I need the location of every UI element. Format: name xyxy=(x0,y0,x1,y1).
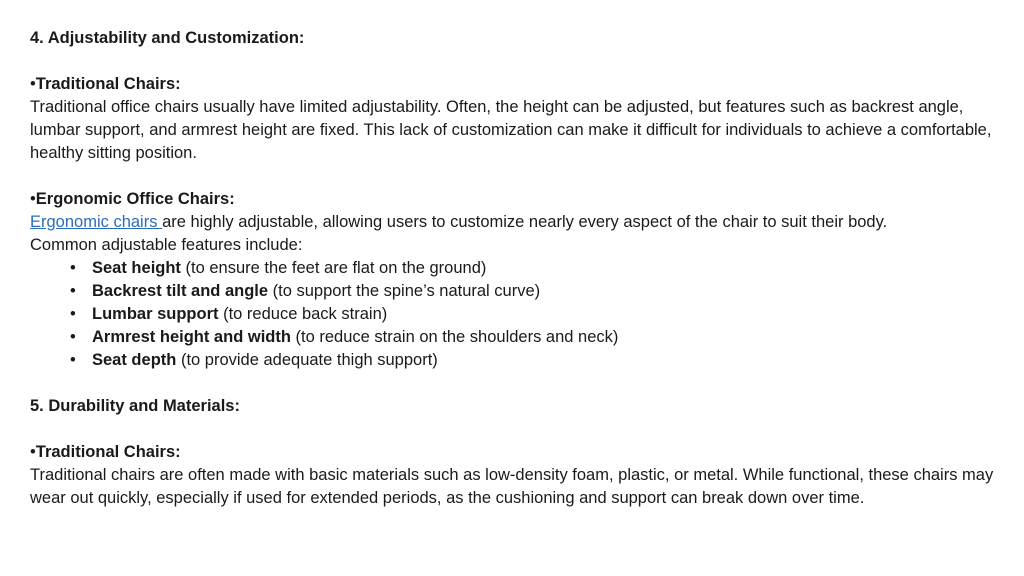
feature-description: (to support the spine’s natural curve) xyxy=(268,282,541,300)
list-item xyxy=(30,280,1000,303)
list-item xyxy=(30,303,1000,326)
list-item xyxy=(30,257,1000,280)
durability-paragraph: Traditional chairs are often made with basic materials such as low-density foam, plastic, or metal. While functional, these chairs may wear out quickly, especially if used for extended periods, as the cushioning and support can break down over time. xyxy=(30,466,994,507)
list-item xyxy=(30,349,1000,372)
bullet: • xyxy=(70,351,76,369)
feature-term: Armrest height and width xyxy=(92,328,291,346)
document-page xyxy=(30,27,1000,510)
bullet: • xyxy=(70,328,76,346)
section-4-heading: 4. Adjustability and Customization: xyxy=(30,29,305,47)
ergonomic-chairs-title: Ergonomic Office Chairs: xyxy=(35,190,235,208)
spacer xyxy=(30,418,1000,441)
feature-term: Seat height xyxy=(92,259,181,277)
feature-term: Lumbar support xyxy=(92,305,219,323)
spacer xyxy=(30,165,1000,188)
ergonomic-chairs-paragraph xyxy=(30,211,1000,234)
feature-term: Backrest tilt and angle xyxy=(92,282,269,300)
section-5-heading: 5. Durability and Materials: xyxy=(30,397,240,415)
list-item xyxy=(30,326,1000,349)
traditional-chairs-subheading xyxy=(30,73,1000,96)
feature-term: Seat depth xyxy=(92,351,177,369)
feature-description: (to reduce back strain) xyxy=(218,305,388,323)
ergonomic-chairs-text: are highly adjustable, allowing users to customize nearly every aspect of the chair to suit their body. xyxy=(162,213,888,231)
spacer xyxy=(30,372,1000,395)
traditional-chairs-title: Traditional Chairs: xyxy=(35,75,181,93)
traditional-chairs-paragraph: Traditional office chairs usually have limited adjustability. Often, the height can be adjusted, but features such as backrest angle, lumbar support, and armrest height are fixed. This lack of customization can make it difficult for individuals to achieve a comfortable, healthy sitting position. xyxy=(30,98,992,162)
adjustable-features-list xyxy=(30,257,1000,372)
feature-description: (to provide adequate thigh support) xyxy=(176,351,438,369)
bullet: • xyxy=(70,259,76,277)
spacer xyxy=(30,50,1000,73)
bullet: • xyxy=(70,305,76,323)
bullet: • xyxy=(30,443,36,461)
ergonomic-chairs-subheading xyxy=(30,188,1000,211)
feature-description: (to ensure the feet are flat on the ground) xyxy=(180,259,487,277)
bullet: • xyxy=(30,190,36,208)
ergonomic-chairs-link[interactable]: Ergonomic chairs xyxy=(30,213,163,231)
traditional-chairs-title: Traditional Chairs: xyxy=(35,443,181,461)
bullet: • xyxy=(70,282,76,300)
traditional-chairs-subheading xyxy=(30,441,1000,464)
features-intro: Common adjustable features include: xyxy=(30,236,303,254)
bullet: • xyxy=(30,75,36,93)
feature-description: (to reduce strain on the shoulders and neck) xyxy=(290,328,619,346)
